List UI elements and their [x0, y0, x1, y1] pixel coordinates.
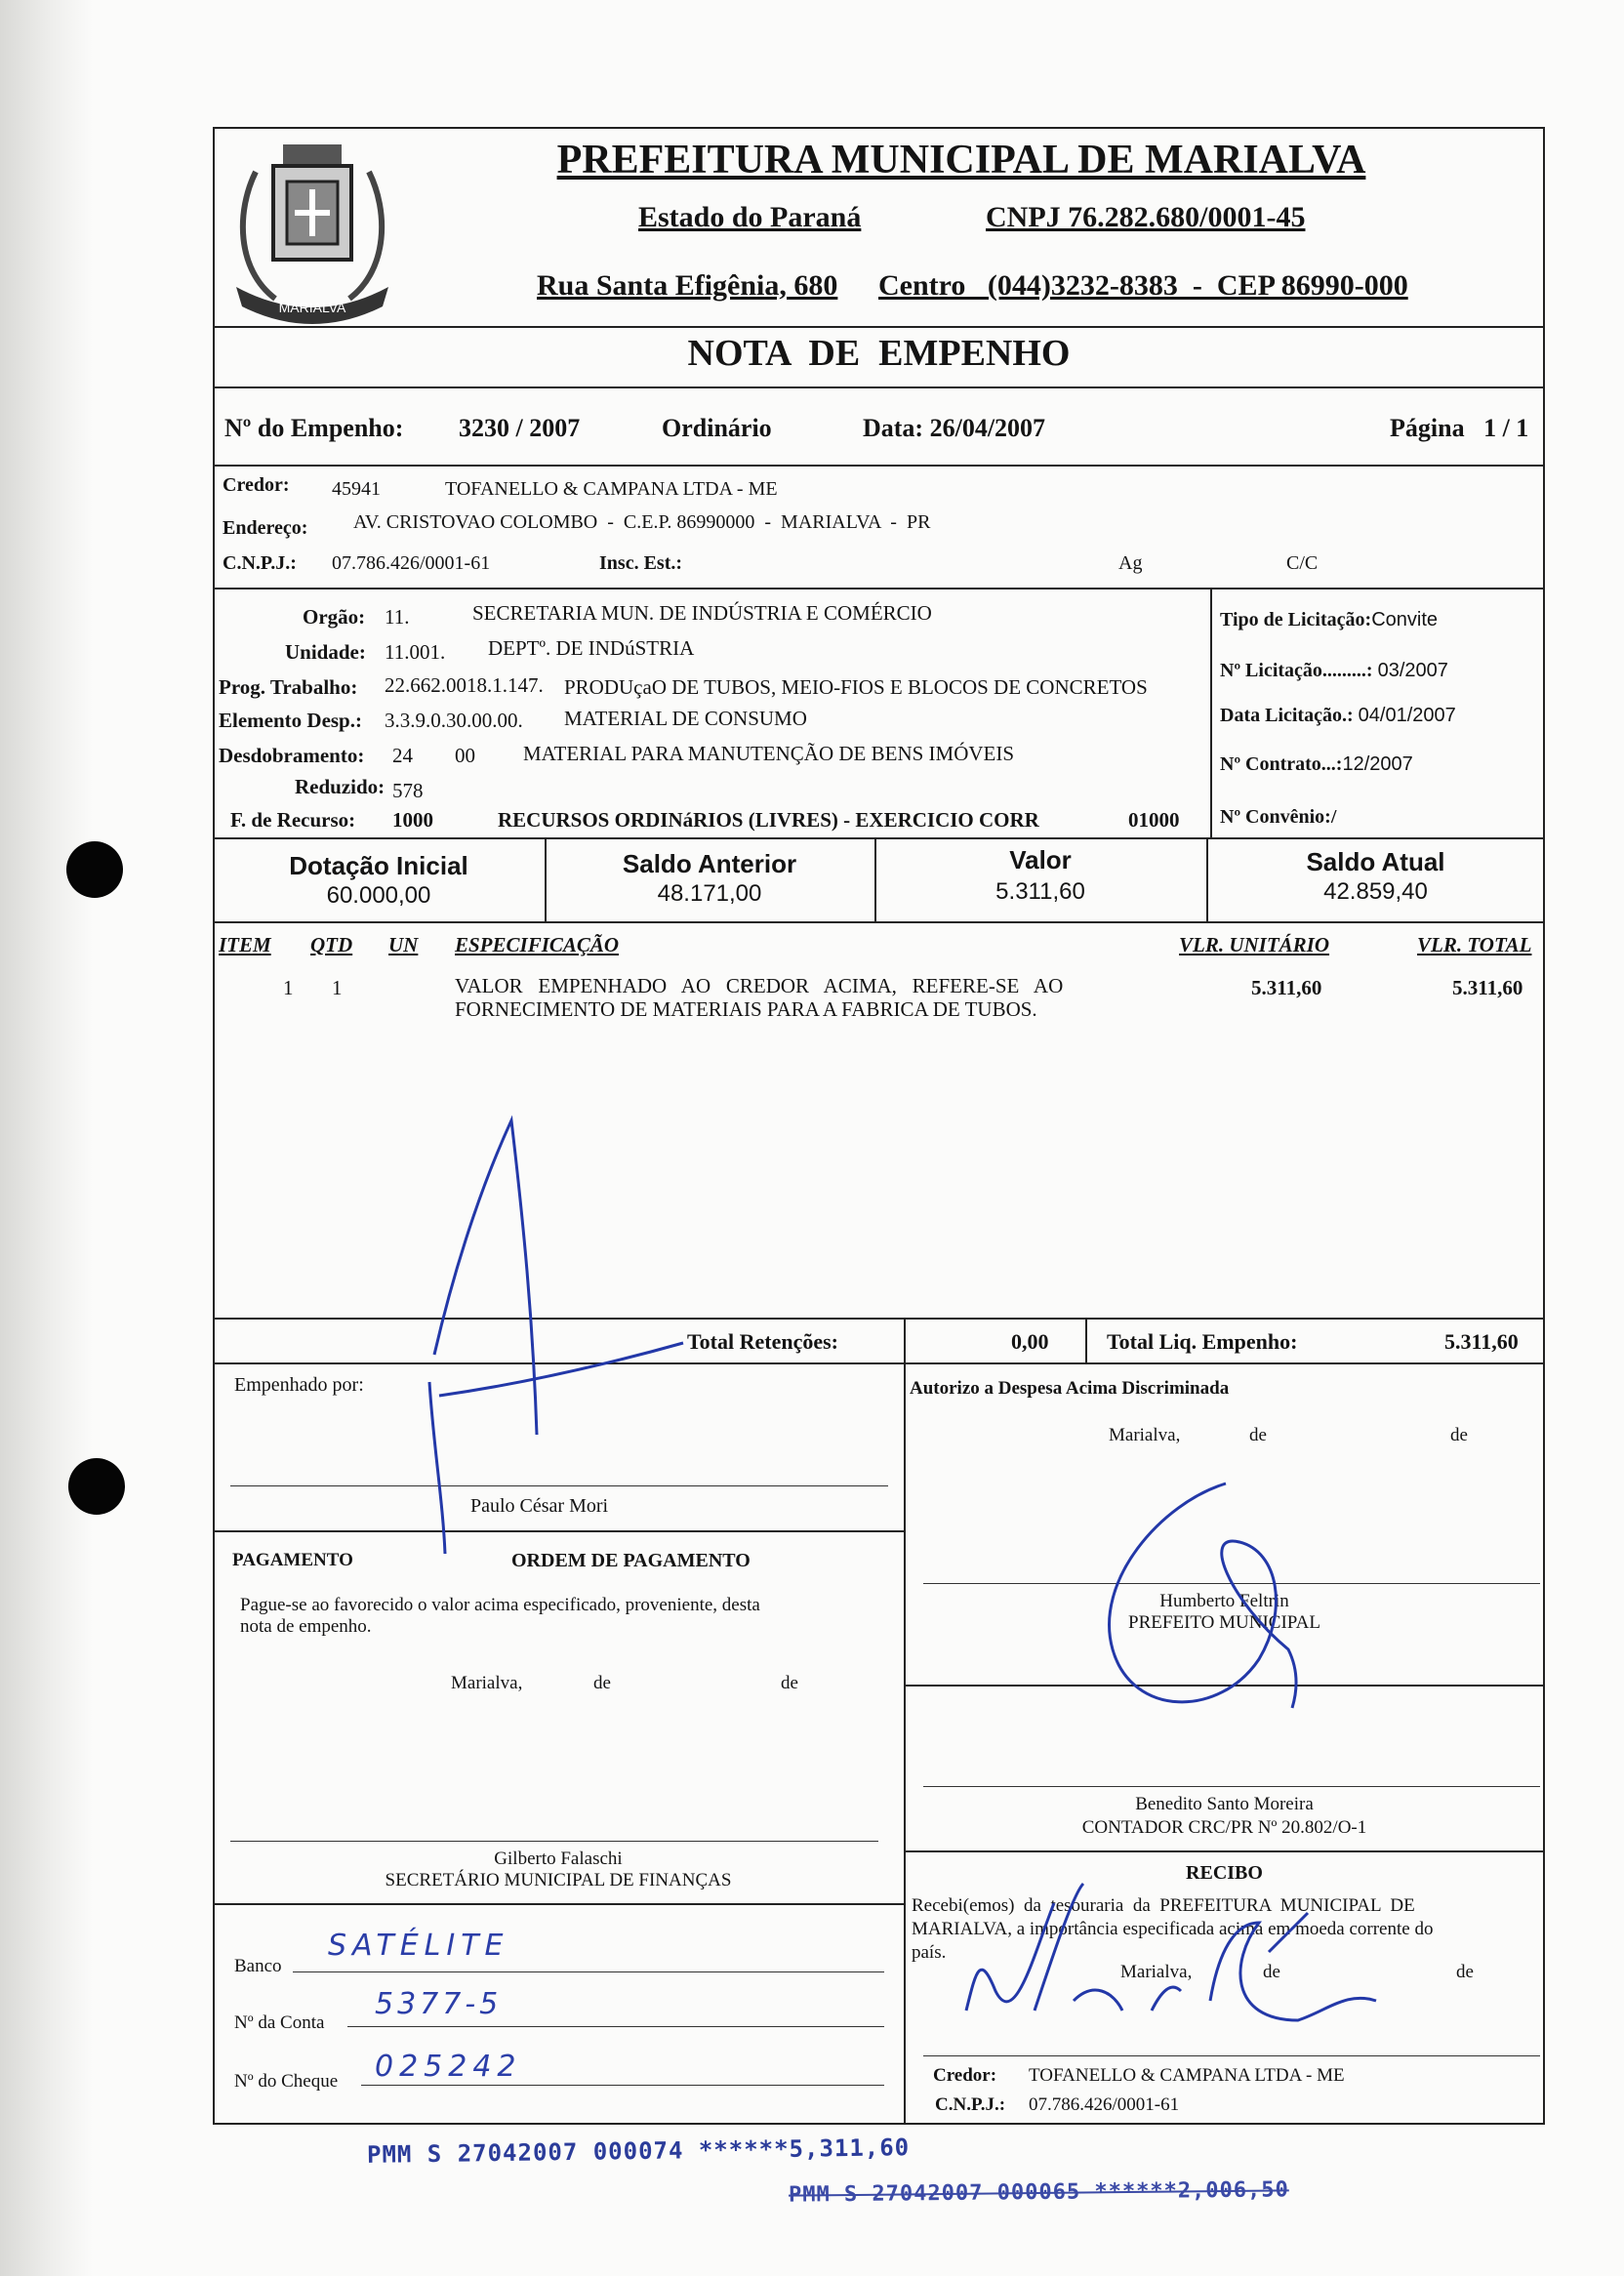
municipality-title: PREFEITURA MUNICIPAL DE MARIALVA: [556, 138, 1366, 183]
item-unit-value: 5.311,60: [1251, 976, 1322, 999]
prog-trabalho-label: Prog. Trabalho:: [219, 675, 358, 699]
desdobramento-name: MATERIAL PARA MANUTENÇÃO DE BENS IMÓVEIS: [523, 742, 1015, 765]
empenho-number: 3230 / 2007: [459, 414, 581, 442]
empenhado-por-label: Empenhado por:: [234, 1374, 364, 1396]
empenho-number-label: Nº do Empenho:: [224, 414, 404, 442]
pagamento-de-1: de: [593, 1673, 611, 1693]
payment-stamp-secondary: PMM S 27042007 000065 ******2,006,50: [788, 2177, 1289, 2208]
cheque-label: Nº do Cheque: [234, 2071, 339, 2092]
saldo-anterior-value: 48.171,00: [657, 880, 762, 907]
empenho-type: Ordinário: [662, 414, 772, 442]
payment-stamp-primary: PMM S 27042007 000074 ******5,311,60: [366, 2134, 911, 2169]
credor-code: 45941: [332, 478, 381, 500]
item-number: 1: [283, 976, 294, 999]
fonte-recurso-number: 01000: [1128, 808, 1180, 832]
orgao-code: 11.: [385, 605, 410, 629]
pagamento-text-line-2: nota de empenho.: [240, 1616, 372, 1637]
reduzido-value: 578: [392, 779, 424, 802]
prefeito-name: Humberto Feltrin: [1159, 1591, 1289, 1611]
cheque-value-handwritten: 025242: [375, 2050, 522, 2084]
orgao-name: SECRETARIA MUN. DE INDÚSTRIA E COMÉRCIO: [472, 601, 932, 625]
elemento-label: Elemento Desp.:: [219, 709, 362, 732]
empenho-date: Data: 26/04/2007: [863, 414, 1046, 442]
recibo-credor-value: TOFANELLO & CAMPANA LTDA - ME: [1029, 2065, 1345, 2086]
fonte-recurso-name: RECURSOS ORDINáRIOS (LIVRES) - EXERCICIO CORR: [498, 808, 1039, 832]
document-title: NOTA DE EMPENHO: [687, 333, 1071, 374]
autorizo-de-1: de: [1249, 1425, 1267, 1445]
recibo-place: Marialva,: [1120, 1962, 1193, 1982]
dotacao-inicial-value: 60.000,00: [326, 882, 431, 909]
desdobramento-label: Desdobramento:: [219, 744, 365, 767]
item-quantity: 1: [332, 976, 343, 999]
conta-label: Nº da Conta: [234, 2012, 325, 2033]
address-label: Endereço:: [223, 517, 308, 539]
col-header-qtd: QTD: [310, 933, 353, 956]
licitacao-date-label: Data Licitação.:: [1220, 705, 1354, 726]
autorizo-label: Autorizo a Despesa Acima Discriminada: [910, 1378, 1230, 1399]
header-cnpj: CNPJ 76.282.680/0001-45: [986, 201, 1306, 233]
autorizo-place: Marialva,: [1109, 1425, 1181, 1445]
orgao-label: Orgão:: [303, 605, 366, 629]
recibo-title: RECIBO: [1186, 1862, 1263, 1884]
pagamento-label: PAGAMENTO: [232, 1550, 353, 1570]
pagamento-text-line-1: Pague-se ao favorecido o valor acima especificado, proveniente, desta: [240, 1595, 760, 1615]
col-header-un: UN: [388, 933, 419, 956]
recibo-text-line-3: país.: [912, 1942, 947, 1963]
credor-cnpj-label: C.N.P.J.:: [223, 552, 297, 574]
valor-label: Valor: [1009, 845, 1072, 874]
unidade-code: 11.001.: [385, 640, 446, 664]
state-name: Estado do Paraná: [638, 201, 862, 233]
unidade-label: Unidade:: [285, 640, 366, 664]
recibo-de-1: de: [1263, 1962, 1280, 1982]
licitacao-date-value: 04/01/2007: [1358, 705, 1456, 726]
total-liquido-value: 5.311,60: [1444, 1329, 1519, 1354]
tipo-licitacao-value: Convite: [1371, 609, 1438, 630]
item-spec-line-1: VALOR EMPENHADO AO CREDOR ACIMA, REFERE-SE AO: [455, 974, 1064, 997]
col-header-especificacao: ESPECIFICAÇÃO: [455, 933, 620, 956]
col-header-unit-value: VLR. UNITÁRIO: [1179, 933, 1330, 956]
total-retencoes-label: Total Retenções:: [687, 1329, 838, 1354]
reduzido-label: Reduzido:: [295, 775, 386, 798]
contador-name: Benedito Santo Moreira: [1135, 1794, 1314, 1814]
pagamento-de-2: de: [781, 1673, 798, 1693]
contrato-value: 12/2007: [1342, 753, 1413, 775]
elemento-name: MATERIAL DE CONSUMO: [564, 707, 807, 730]
recibo-text-line-2: MARIALVA, a importância especificada acima em moeda corrente do: [912, 1919, 1434, 1939]
crest-text: MARIALVA: [278, 300, 346, 315]
credor-address: AV. CRISTOVAO COLOMBO - C.E.P. 86990000 - MARIALVA - PR: [353, 511, 931, 533]
elemento-code: 3.3.9.0.30.00.00.: [385, 709, 523, 732]
recibo-de-2: de: [1456, 1962, 1474, 1982]
recibo-text-line-1: Recebi(emos) da tesouraria da PREFEITURA MUNICIPAL DE: [912, 1895, 1415, 1916]
empenhado-signer: Paulo César Mori: [470, 1495, 609, 1517]
ordem-pagamento-label: ORDEM DE PAGAMENTO: [511, 1550, 751, 1571]
page-indicator: Página 1 / 1: [1390, 414, 1529, 442]
credor-name: TOFANELLO & CAMPANA LTDA - ME: [445, 478, 778, 500]
convenio-label: Nº Convênio:/: [1220, 806, 1337, 828]
valor-value: 5.311,60: [995, 878, 1085, 905]
total-retencoes-value: 0,00: [1011, 1329, 1049, 1354]
recibo-cnpj-value: 07.786.426/0001-61: [1029, 2094, 1180, 2115]
recibo-cnpj-label: C.N.P.J.:: [935, 2094, 1006, 2115]
contrato-label: Nº Contrato...:: [1220, 753, 1343, 775]
pagamento-place: Marialva,: [451, 1673, 523, 1693]
prog-trabalho-code: 22.662.0018.1.147.: [385, 673, 544, 697]
licitacao-number-label: Nº Licitação.........:: [1220, 660, 1373, 681]
prefeito-role: PREFEITO MUNICIPAL: [1128, 1612, 1320, 1633]
banco-label: Banco: [234, 1956, 282, 1976]
prog-trabalho-name: PRODUçaO DE TUBOS, MEIO-FIOS E BLOCOS DE CONCRETOS: [564, 675, 1148, 699]
dotacao-inicial-label: Dotação Inicial: [289, 851, 468, 880]
col-header-item: ITEM: [219, 933, 271, 956]
unidade-name: DEPTº. DE INDúSTRIA: [488, 636, 695, 660]
bank-agency-label: Ag: [1118, 552, 1143, 574]
tipo-licitacao-label-text: Tipo de Licitação:: [1220, 609, 1372, 630]
col-header-total-value: VLR. TOTAL: [1417, 933, 1532, 956]
banco-value-handwritten: SATÉLITE: [328, 1929, 509, 1963]
fonte-recurso-label: F. de Recurso:: [230, 808, 356, 832]
header-address: Rua Santa Efigênia, 680: [537, 269, 838, 302]
desdobramento-code: 24: [392, 744, 413, 767]
checking-account-label: C/C: [1286, 552, 1319, 574]
item-total-value: 5.311,60: [1452, 976, 1523, 999]
credor-cnpj: 07.786.426/0001-61: [332, 552, 491, 574]
desdobramento-sub: 00: [455, 744, 475, 767]
saldo-atual-label: Saldo Atual: [1306, 847, 1445, 876]
recibo-credor-label: Credor:: [933, 2065, 997, 2086]
credor-label: Credor:: [223, 474, 290, 496]
header-contact: Centro (044)3232-8383 - CEP 86990-000: [878, 269, 1408, 302]
contador-role: CONTADOR CRC/PR Nº 20.802/O-1: [1081, 1817, 1367, 1838]
insc-est-label: Insc. Est.:: [599, 552, 683, 574]
item-spec-line-2: FORNECIMENTO DE MATERIAIS PARA A FABRICA DE TUBOS.: [455, 997, 1037, 1021]
fonte-recurso-code: 1000: [392, 808, 433, 832]
autorizo-de-2: de: [1450, 1425, 1468, 1445]
total-liquido-label: Total Liq. Empenho:: [1107, 1329, 1298, 1354]
secretario-role: SECRETÁRIO MUNICIPAL DE FINANÇAS: [385, 1870, 732, 1890]
licitacao-number-value: 03/2007: [1377, 660, 1448, 681]
conta-value-handwritten: 5377-5: [375, 1987, 503, 2021]
saldo-atual-value: 42.859,40: [1323, 878, 1428, 905]
secretario-name: Gilberto Falaschi: [494, 1849, 623, 1869]
saldo-anterior-label: Saldo Anterior: [622, 849, 797, 878]
